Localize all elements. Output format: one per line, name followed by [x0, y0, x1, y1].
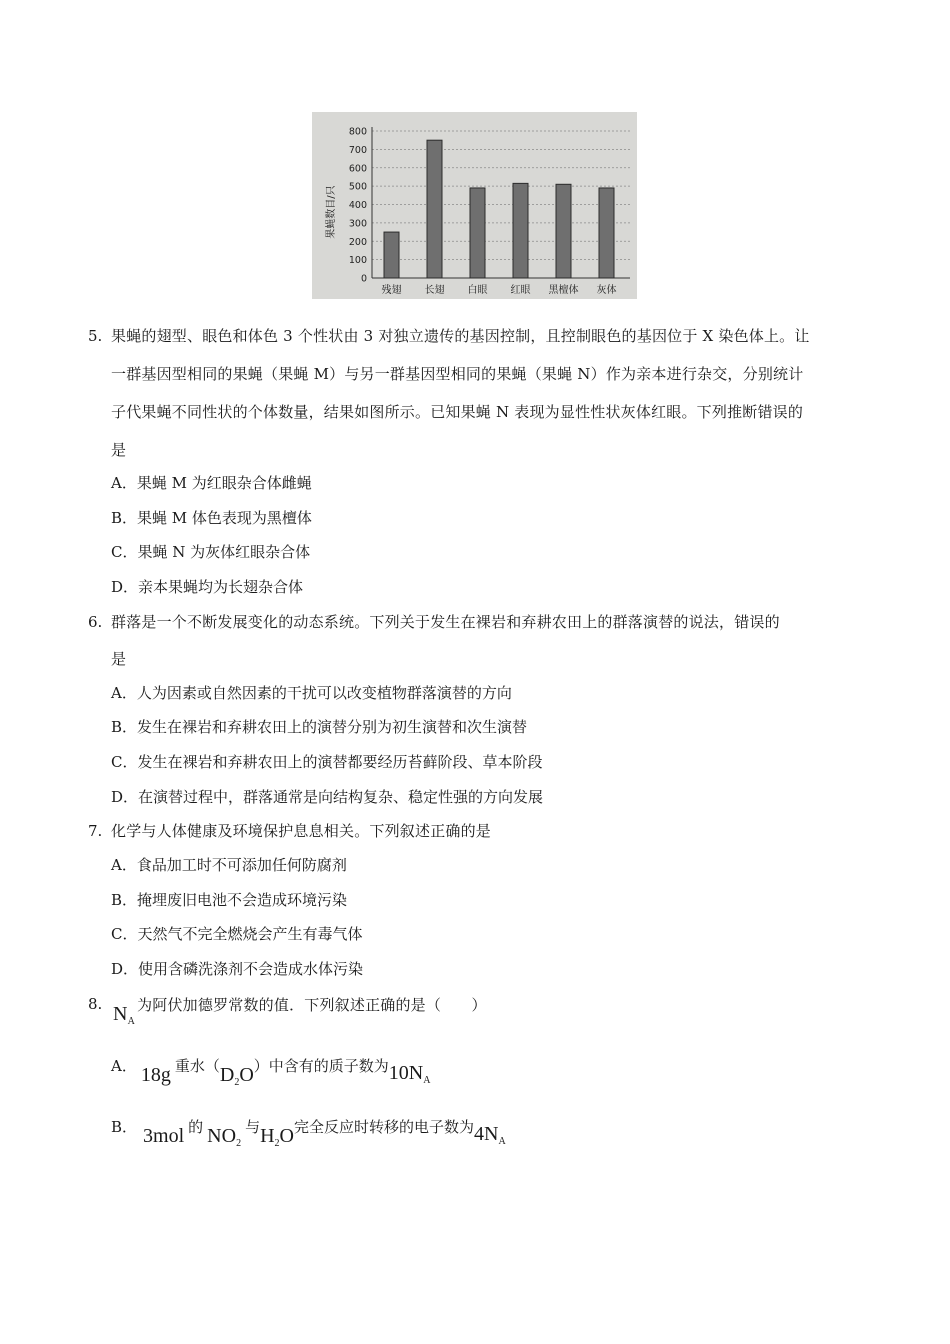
q5-option-d: D．亲本果蝇均为长翅杂合体: [111, 578, 304, 596]
x-tick-label: 白眼: [467, 285, 488, 296]
y-tick-label: 400: [348, 200, 367, 211]
q6-option-a: A．人为因素或自然因素的干扰可以改变植物群落演替的方向: [111, 684, 512, 702]
q7-option-d: D．使用含磷洗涤剂不会造成水体污染: [111, 960, 364, 978]
q5-number: 5.: [88, 327, 103, 345]
chart-ylabel: 果蝇数目/只: [326, 185, 337, 239]
y-tick-label: 100: [348, 255, 367, 267]
q8-stem-text: 为阿伏加德罗常数的值．下列叙述正确的是（ ）: [137, 996, 487, 1014]
q8-option-b: B． 3mol 的 $NO_2$与$H_2O$完全反应时转移的电子数为$4N_A$: [111, 1118, 506, 1149]
x-tick-label: 灰体: [596, 285, 617, 296]
y-tick-label: 200: [348, 236, 367, 248]
q8-stem: [113, 994, 487, 1027]
bar: [513, 183, 528, 278]
bar: [384, 232, 399, 278]
y-tick-label: 300: [348, 218, 367, 230]
q8-number: 8.: [88, 995, 103, 1013]
y-tick-label: 800: [348, 126, 367, 138]
x-tick-label: 红眼: [510, 285, 531, 296]
q8-option-a: A． 18g 重水$(D_2O)$中含有的质子数为$10N_A$: [111, 1057, 431, 1088]
q6-option-c: C．发生在裸岩和弃耕农田上的演替都要经历苔藓阶段、草本阶段: [111, 753, 543, 771]
q5-stem-line: 一群基因型相同的果蝇（果蝇 M）与另一群基因型相同的果蝇（果蝇 N）作为亲本进行杂交，分别统计: [111, 365, 804, 383]
q7-option-a: A．食品加工时不可添加任何防腐剂: [111, 856, 347, 874]
q5-stem-line: 子代果蝇不同性状的个体数量，结果如图所示。已知果蝇 N 表现为显性性状灰体红眼。下列推断错误的: [111, 403, 804, 421]
chart-canvas: [312, 112, 637, 299]
bar: [599, 188, 614, 278]
y-tick-label: 700: [348, 144, 367, 156]
y-tick-label: 600: [348, 163, 367, 175]
q6-stem-line: 是: [111, 650, 127, 668]
x-tick-label: 残翅: [381, 285, 402, 296]
x-tick-label: 黑檀体: [548, 285, 579, 296]
q6-option-d: D．在演替过程中，群落通常是向结构复杂、稳定性强的方向发展: [111, 788, 544, 806]
q6-stem-line: 群落是一个不断发展变化的动态系统。下列关于发生在裸岩和弃耕农田上的群落演替的说法，错误的: [111, 613, 780, 631]
q5-stem-line: 是: [111, 441, 127, 459]
q5-option-b: B．果蝇 M 体色表现为黑檀体: [111, 509, 312, 527]
bar: [470, 188, 485, 278]
y-tick-label: 0: [360, 273, 367, 285]
q6-option-b: B．发生在裸岩和弃耕农田上的演替分别为初生演替和次生演替: [111, 718, 528, 736]
q7-number: 7.: [88, 822, 103, 840]
bar: [556, 184, 571, 278]
x-tick-label: 长翅: [424, 285, 445, 296]
fruit-fly-bar-chart: [312, 112, 637, 299]
q6-number: 6.: [88, 613, 103, 631]
q5-option-c: C．果蝇 N 为灰体红眼杂合体: [111, 543, 311, 561]
q7-option-c: C．天然气不完全燃烧会产生有毒气体: [111, 925, 363, 943]
y-tick-label: 500: [348, 181, 367, 193]
q5-stem-line: 果蝇的翅型、眼色和体色 3 个性状由 3 对独立遗传的基因控制，且控制眼色的基因位于 X 染色体上。让: [111, 327, 810, 345]
q5-option-a: A．果蝇 M 为红眼杂合体雌蝇: [111, 474, 312, 492]
bar: [427, 140, 442, 278]
na-symbol: $N_A$: [113, 1003, 136, 1027]
q7-option-b: B．掩埋废旧电池不会造成环境污染: [111, 891, 348, 909]
q7-stem: 化学与人体健康及环境保护息息相关。下列叙述正确的是: [111, 822, 492, 840]
